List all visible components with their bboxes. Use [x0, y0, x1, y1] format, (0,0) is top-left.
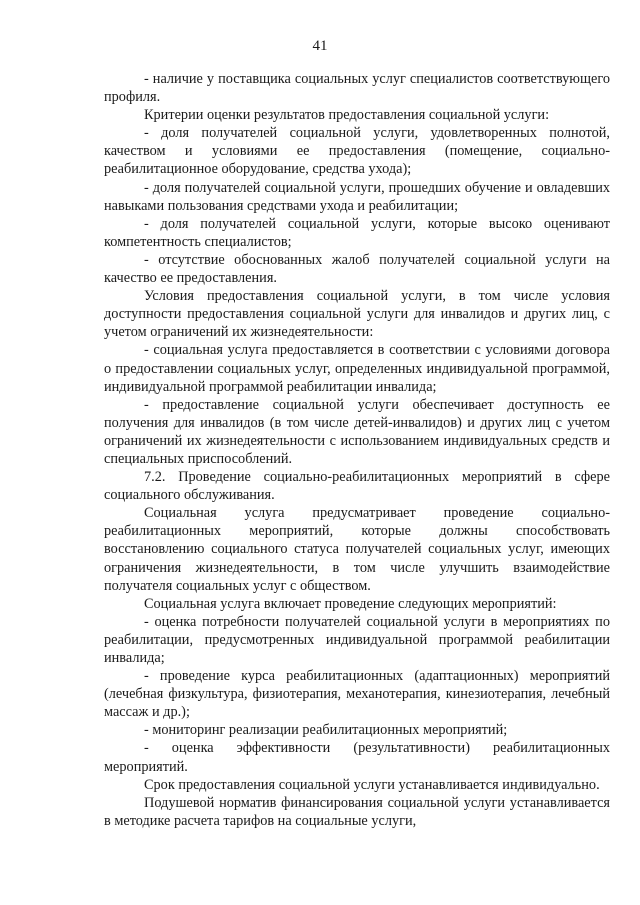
paragraph: - доля получателей социальной услуги, удовлетворенных полнотой, качеством и условиями ее предоставления (помещение, социально-реабилитационное оборудование, средства ухода);	[104, 125, 610, 178]
document-body	[104, 70, 610, 830]
paragraph: - проведение курса реабилитационных (адаптационных) мероприятий (лечебная физкультура, физиотерапия, механотерапия, кинезиотерапия, лечебный массаж и др.);	[104, 668, 610, 721]
paragraph: Условия предоставления социальной услуги, в том числе условия доступности предоставления социальной услуги для инвалидов и других лиц, с учетом ограничений их жизнедеятельности:	[104, 288, 610, 341]
paragraph: - оценка потребности получателей социальной услуги в мероприятиях по реабилитации, предусмотренных индивидуальной программой реабилитации инвалида;	[104, 613, 610, 666]
paragraph: - наличие у поставщика социальных услуг специалистов соответствующего профиля.	[104, 71, 610, 106]
paragraph: - социальная услуга предоставляется в соответствии с условиями договора о предоставлении социальных услуг, определенных индивидуальной программой, индивидуальной программой реабилитации инвалида;	[104, 342, 610, 395]
paragraph: - предоставление социальной услуги обеспечивает доступность ее получения для инвалидов (в том числе детей-инвалидов) и других лиц с учетом ограничений их жизнедеятельности с использованием индивидуальных средств и специальных приспособлений.	[104, 396, 610, 467]
paragraph: Подушевой норматив финансирования социальной услуги устанавливается в методике расчета тарифов на социальные услуги,	[104, 794, 610, 829]
page-number: 41	[312, 38, 328, 54]
paragraph: Социальная услуга предусматривает проведение социально-реабилитационных мероприятий, которые должны способствовать восстановлению социального статуса получателей социальных услуг, имеющих ограничения жизнедеятельности, в том числе улучшить взаимодействие получателя социальных услуг с обществом.	[104, 505, 610, 594]
paragraph: - отсутствие обоснованных жалоб получателей социальной услуги на качество ее предоставления.	[104, 251, 610, 287]
paragraph: - доля получателей социальной услуги, прошедших обучение и овладевших навыками пользования средствами ухода и реабилитации;	[104, 179, 610, 214]
paragraph: - доля получателей социальной услуги, которые высоко оценивают компетентность специалистов;	[104, 215, 610, 250]
paragraph: Социальная услуга включает проведение следующих мероприятий:	[144, 595, 557, 612]
section-heading: 7.2. Проведение социально-реабилитационных мероприятий в сфере социального обслуживания.	[104, 469, 610, 504]
paragraph: Критерии оценки результатов предоставления социальной услуги:	[144, 107, 550, 124]
paragraph: - мониторинг реализации реабилитационных мероприятий;	[144, 722, 508, 739]
paragraph: - оценка эффективности (результативности) реабилитационных мероприятий.	[104, 740, 610, 775]
paragraph: Срок предоставления социальной услуги устанавливается индивидуально.	[144, 776, 600, 793]
